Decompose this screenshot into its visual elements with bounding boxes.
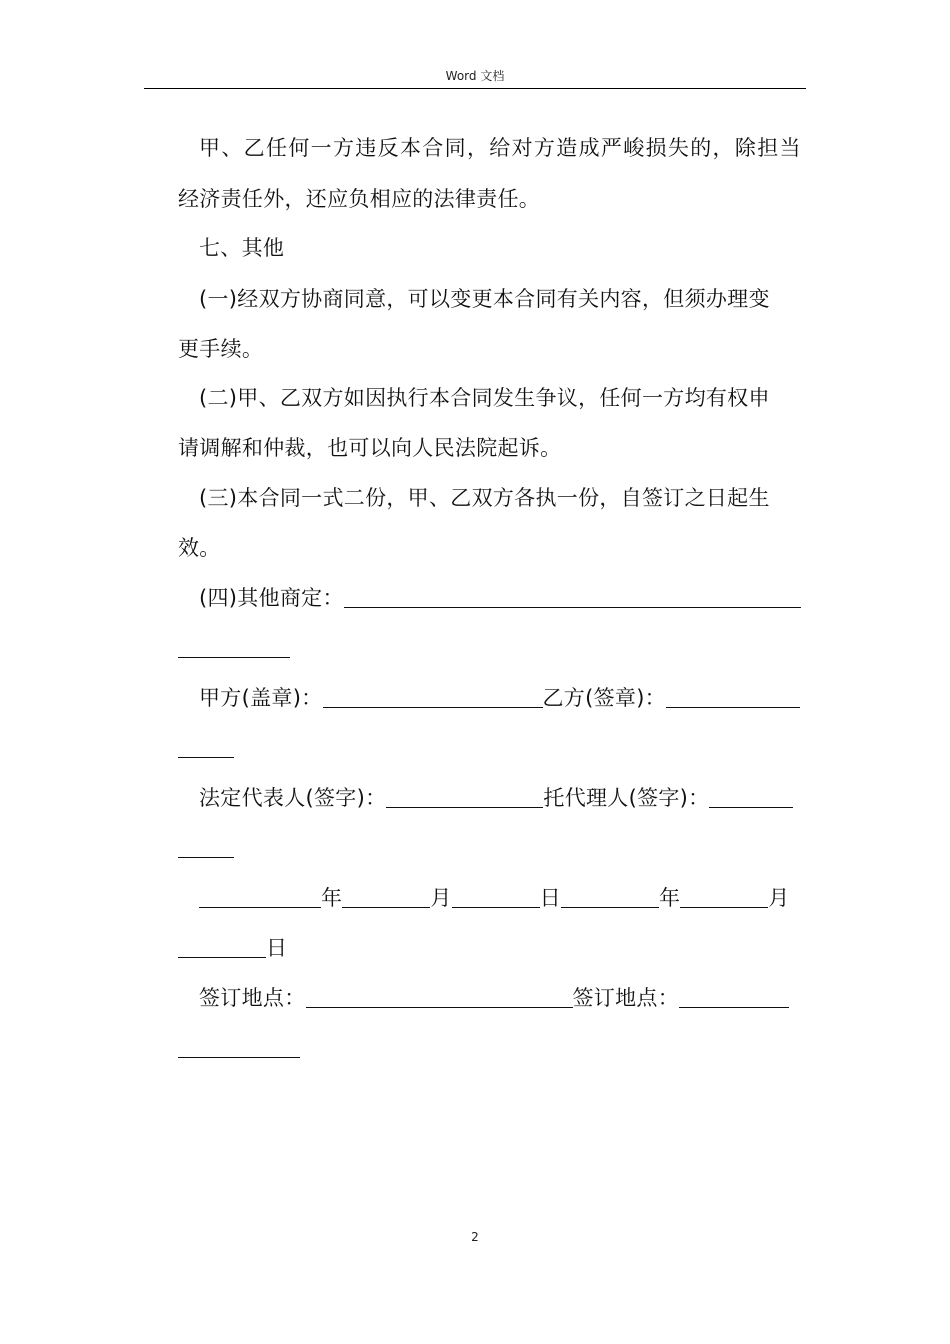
char: 一 xyxy=(310,136,332,160)
party-b-blank-cont[interactable] xyxy=(178,735,234,758)
clause-text: 效。 xyxy=(178,536,221,560)
year-label: 年 xyxy=(658,886,681,910)
clause-2-line-2 xyxy=(178,433,808,463)
day-label: 日 xyxy=(266,936,288,960)
date-b-year-blank[interactable] xyxy=(561,885,659,908)
char: 失 xyxy=(667,136,690,160)
char: 何 xyxy=(288,136,310,160)
char: 峻 xyxy=(623,136,645,160)
date-row xyxy=(199,883,829,913)
clause-3-line-2 xyxy=(178,533,808,563)
char: 担 xyxy=(757,136,779,160)
char: ， xyxy=(712,136,734,160)
signing-place-row-cont xyxy=(178,1033,808,1063)
party-signature-row-cont xyxy=(178,733,808,763)
char: ， xyxy=(466,136,489,160)
date-b-day-blank[interactable] xyxy=(178,935,266,958)
char: 的 xyxy=(690,136,712,160)
char: 违 xyxy=(355,136,377,160)
char: 反 xyxy=(377,136,399,160)
char: 乙 xyxy=(243,136,265,160)
month-label: 月 xyxy=(768,886,790,910)
char: 除 xyxy=(734,136,757,160)
clause-text: (一)经双方协商同意，可以变更本合同有关内容，但须办理变 xyxy=(199,287,770,311)
other-agreement-label: (四)其他商定： xyxy=(199,586,344,610)
place-b-blank-cont[interactable] xyxy=(178,1035,300,1058)
char: 严 xyxy=(600,136,623,160)
char: 本 xyxy=(399,136,422,160)
char: 合 xyxy=(422,136,444,160)
party-b-blank[interactable] xyxy=(666,685,800,708)
signing-place-row xyxy=(199,983,829,1013)
paragraph-text xyxy=(199,133,801,163)
representative-row-cont xyxy=(178,833,808,863)
date-a-day-blank[interactable] xyxy=(452,885,540,908)
representative-row xyxy=(199,783,829,813)
char: 方 xyxy=(533,136,556,160)
place-a-label: 签订地点： xyxy=(199,986,306,1010)
paragraph-breach-line-1 xyxy=(199,133,801,163)
agent-blank-cont[interactable] xyxy=(178,835,234,858)
party-signature-row xyxy=(199,683,829,713)
year-label: 年 xyxy=(321,886,343,910)
char: 当 xyxy=(779,136,801,160)
char: 给 xyxy=(489,136,511,160)
clause-text: 更手续。 xyxy=(178,337,264,361)
other-agreement-blank[interactable] xyxy=(344,585,801,608)
clause-text: 请调解和仲裁，也可以向人民法院起诉。 xyxy=(178,436,562,460)
header-title: Word 文档 xyxy=(445,69,505,83)
place-a-blank[interactable] xyxy=(306,985,573,1008)
legal-rep-blank[interactable] xyxy=(386,785,543,808)
clause-text: (三)本合同一式二份，甲、乙双方各执一份，自签订之日起生 xyxy=(199,486,770,510)
char: 损 xyxy=(645,136,667,160)
char: 造 xyxy=(556,136,578,160)
char: 任 xyxy=(265,136,288,160)
page-header xyxy=(144,66,806,89)
date-b-month-blank[interactable] xyxy=(680,885,768,908)
date-a-month-blank[interactable] xyxy=(342,885,430,908)
section-heading-text: 七、其他 xyxy=(199,236,285,260)
day-label: 日 xyxy=(539,886,561,910)
other-agreement-row-cont xyxy=(178,633,808,663)
char: 、 xyxy=(221,136,243,160)
clause-text: (二)甲、乙双方如因执行本合同发生争议，任何一方均有权申 xyxy=(199,386,770,410)
party-a-label: 甲方(盖章)： xyxy=(199,686,323,710)
agent-label: 托代理人(签字)： xyxy=(543,786,710,810)
page-number: 2 xyxy=(471,1230,479,1244)
char: 对 xyxy=(511,136,533,160)
clause-2-line-1 xyxy=(199,383,829,413)
other-agreement-blank-cont[interactable] xyxy=(178,635,290,658)
char: 甲 xyxy=(199,136,221,160)
place-b-label: 签订地点： xyxy=(572,986,679,1010)
clause-1-line-2 xyxy=(178,334,808,364)
agent-blank[interactable] xyxy=(709,785,793,808)
party-b-label: 乙方(签章)： xyxy=(542,686,666,710)
char: 同 xyxy=(444,136,466,160)
place-b-blank[interactable] xyxy=(679,985,789,1008)
char: 成 xyxy=(578,136,600,160)
date-a-year-blank[interactable] xyxy=(199,885,321,908)
clause-3-line-1 xyxy=(199,483,829,513)
clause-1-line-1 xyxy=(199,284,829,314)
other-agreement-row xyxy=(199,583,829,613)
section-heading-other xyxy=(199,233,829,263)
party-a-blank[interactable] xyxy=(323,685,543,708)
legal-rep-label: 法定代表人(签字)： xyxy=(199,786,387,810)
paragraph-text: 经济责任外，还应负相应的法律责任。 xyxy=(178,187,541,211)
char: 方 xyxy=(332,136,355,160)
date-row-cont xyxy=(178,933,808,963)
month-label: 月 xyxy=(430,886,452,910)
paragraph-breach-line-2 xyxy=(178,184,808,214)
